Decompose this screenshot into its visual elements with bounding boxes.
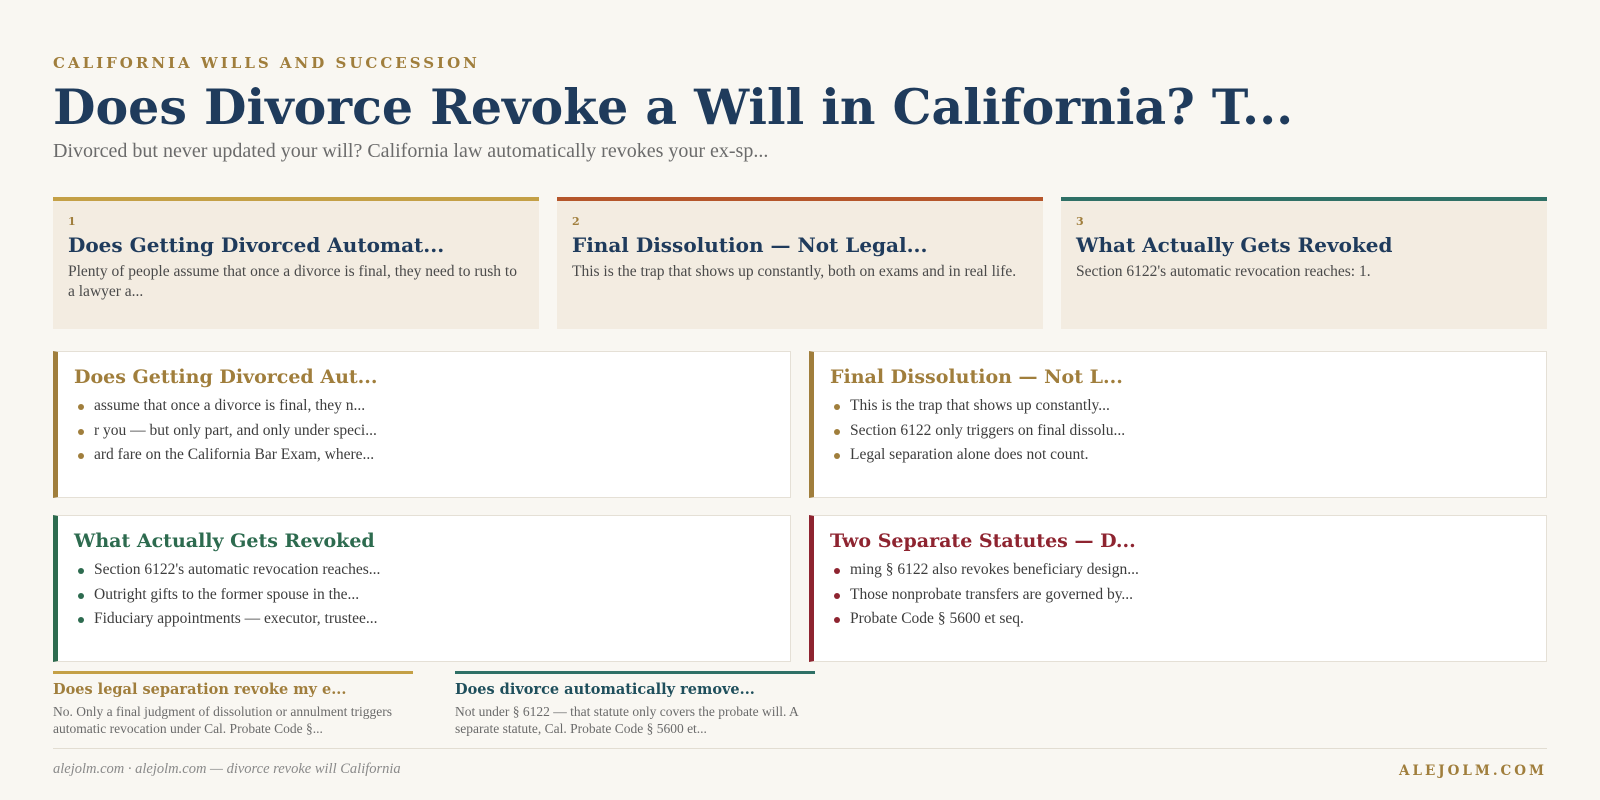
card-title: Does Getting Divorced Automat... <box>68 233 445 257</box>
list-item: Legal separation alone does not count. <box>830 443 1530 468</box>
page-subtitle: Divorced but never updated your will? California law automatically revokes your ex-sp... <box>53 140 769 162</box>
summary-card-2 <box>557 197 1043 329</box>
eyebrow: CALIFORNIA WILLS AND SUCCESSION <box>53 54 480 72</box>
bullet-icon <box>78 568 84 574</box>
bullet-icon <box>78 429 84 435</box>
bullet-list <box>830 394 1530 468</box>
card-number: 2 <box>572 215 580 228</box>
bullet-icon <box>78 453 84 459</box>
card-body: Section 6122's automatic revocation reaches: 1. <box>1076 263 1371 280</box>
bullet-list <box>74 394 774 468</box>
footer-brand[interactable]: ALEJOLM.COM <box>1399 763 1547 779</box>
detail-panel-1 <box>53 351 791 498</box>
summary-card-1 <box>53 197 539 329</box>
list-item: Section 6122's automatic revocation reaches... <box>74 558 774 583</box>
faq-question: Does legal separation revoke my e... <box>53 681 347 698</box>
bullet-icon <box>834 429 840 435</box>
faq-item-1 <box>53 671 413 737</box>
list-item: Probate Code § 5600 et seq. <box>830 607 1530 632</box>
footer-divider <box>53 748 1547 749</box>
summary-card-3 <box>1061 197 1547 329</box>
card-number: 3 <box>1076 215 1084 228</box>
faq-item-2 <box>455 671 815 737</box>
bullet-icon <box>834 617 840 623</box>
bullet-list <box>830 558 1530 632</box>
panel-title: Final Dissolution — Not L... <box>830 366 1123 388</box>
bullet-icon <box>834 593 840 599</box>
card-title: What Actually Gets Revoked <box>1076 233 1393 257</box>
infographic-page <box>53 0 1547 800</box>
bullet-icon <box>834 568 840 574</box>
page-title: Does Divorce Revoke a Will in California? T... <box>53 78 1294 136</box>
list-item: This is the trap that shows up constantly... <box>830 394 1530 419</box>
faq-question: Does divorce automatically remove... <box>455 681 755 698</box>
card-body: This is the trap that shows up constantly, both on exams and in real life. <box>572 263 1017 280</box>
card-body: Plenty of people assume that once a divorce is final, they need to rush to a lawyer a... <box>68 263 517 300</box>
bullet-list <box>74 558 774 632</box>
bullet-icon <box>78 617 84 623</box>
list-item: Section 6122 only triggers on final dissolu... <box>830 419 1530 444</box>
list-item: r you — but only part, and only under speci... <box>74 419 774 444</box>
detail-panel-3 <box>53 515 791 662</box>
faq-answer: Not under § 6122 — that statute only covers the probate will. A separate statute, Cal. Probate Code § 5600 et... <box>455 704 799 736</box>
footer-source: alejolm.com · alejolm.com — divorce revoke will California <box>53 761 401 777</box>
list-item: assume that once a divorce is final, they n... <box>74 394 774 419</box>
panel-title: Does Getting Divorced Aut... <box>74 366 378 388</box>
bullet-icon <box>834 404 840 410</box>
list-item: ard fare on the California Bar Exam, where... <box>74 443 774 468</box>
list-item: Those nonprobate transfers are governed by... <box>830 583 1530 608</box>
panel-title: Two Separate Statutes — D... <box>830 530 1136 552</box>
detail-panel-4 <box>809 515 1547 662</box>
card-number: 1 <box>68 215 76 228</box>
detail-panel-2 <box>809 351 1547 498</box>
faq-answer: No. Only a final judgment of dissolution or annulment triggers automatic revocation under Cal. Probate Code §... <box>53 704 392 736</box>
list-item: ming § 6122 also revokes beneficiary design... <box>830 558 1530 583</box>
bullet-icon <box>78 593 84 599</box>
bullet-icon <box>834 453 840 459</box>
bullet-icon <box>78 404 84 410</box>
card-title: Final Dissolution — Not Legal... <box>572 233 928 257</box>
panel-title: What Actually Gets Revoked <box>74 530 375 552</box>
list-item: Fiduciary appointments — executor, trustee... <box>74 607 774 632</box>
list-item: Outright gifts to the former spouse in the... <box>74 583 774 608</box>
